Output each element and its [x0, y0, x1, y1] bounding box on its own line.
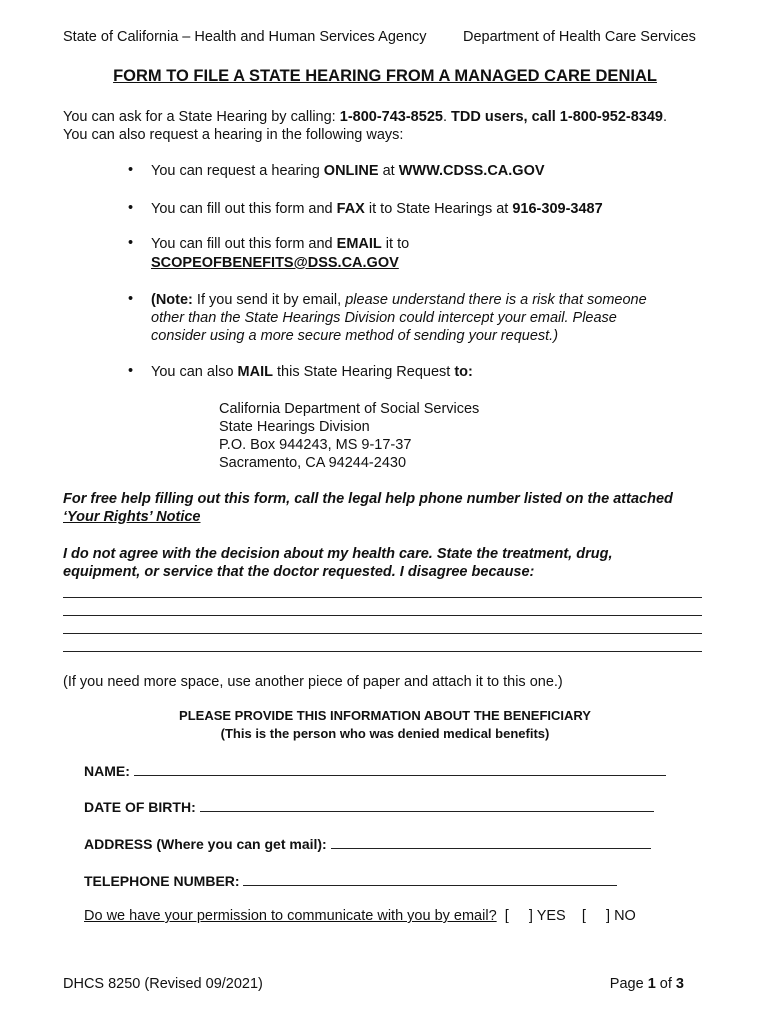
- disagree-answer-line[interactable]: [63, 615, 702, 616]
- dob-row: [84, 797, 654, 815]
- bullet-icon: •: [128, 200, 134, 216]
- intro-text: You can ask for a State Hearing by calling:: [63, 109, 340, 125]
- bullet-icon: •: [128, 363, 134, 379]
- note-line-2: other than the State Hearings Division could intercept your email. Please: [151, 310, 617, 326]
- note-italic: please understand there is a risk that someone: [345, 292, 647, 308]
- page-total: 3: [675, 976, 684, 992]
- note-plain: If you send it by email,: [192, 292, 346, 308]
- page-current: 1: [647, 976, 656, 992]
- page-number: [610, 975, 684, 993]
- address-field[interactable]: [331, 834, 651, 849]
- tdd-phone: TDD users, call 1-800-952-8349: [451, 109, 664, 125]
- fax-number: 916-309-3487: [512, 201, 603, 217]
- hearing-phone: 1-800-743-8525: [339, 109, 443, 125]
- mail-to: to:: [454, 364, 473, 380]
- mail-address-line: P.O. Box 944243, MS 9-17-37: [219, 437, 412, 453]
- fax-text: You can fill out this form and: [151, 201, 337, 217]
- more-space-note: (If you need more space, use another piece of paper and attach it to this one.): [63, 674, 563, 690]
- help-line-1: For free help filling out this form, call the legal help phone number listed on the attached: [63, 491, 673, 507]
- email-text: You can fill out this form and: [151, 236, 337, 252]
- beneficiary-heading: PLEASE PROVIDE THIS INFORMATION ABOUT THE BENEFICIARY: [179, 708, 591, 723]
- note-line-3: consider using a more secure method of sending your request.): [151, 328, 559, 344]
- disagree-answer-line[interactable]: [63, 651, 702, 652]
- mail-mid: this State Hearing Request: [272, 364, 455, 380]
- email-address-link[interactable]: SCOPEOFBENEFITS@DSS.CA.GOV: [151, 255, 399, 271]
- bullet-icon: •: [128, 235, 134, 251]
- bullet-email: [151, 235, 409, 253]
- disagree-line-2: equipment, or service that the doctor requested. I disagree because:: [63, 564, 535, 580]
- no-checkbox[interactable]: [ ]: [569, 908, 611, 924]
- email-mid: it to: [381, 236, 410, 252]
- agency-header: State of California – Health and Human Services Agency: [63, 29, 427, 45]
- disagree-answer-line[interactable]: [63, 597, 702, 598]
- online-text: You can request a hearing: [151, 163, 324, 179]
- mail-address-line: Sacramento, CA 94244-2430: [219, 455, 407, 471]
- bullet-fax: [151, 200, 603, 218]
- name-field[interactable]: [134, 761, 666, 776]
- beneficiary-subheading: (This is the person who was denied medical benefits): [220, 726, 550, 741]
- bullet-icon: •: [128, 291, 134, 307]
- intro-line-2: You can also request a hearing in the following ways:: [63, 127, 404, 143]
- form-id: DHCS 8250 (Revised 09/2021): [63, 976, 263, 992]
- intro-line-1: [63, 108, 667, 126]
- yes-label: YES: [536, 908, 566, 924]
- mail-text: You can also: [151, 364, 238, 380]
- email-permission-question: Do we have your permission to communicate with you by email?: [84, 908, 497, 924]
- address-row: [84, 834, 651, 852]
- telephone-row: [84, 871, 617, 889]
- form-title: FORM TO FILE A STATE HEARING FROM A MANAGED CARE DENIAL: [113, 67, 657, 85]
- name-label: NAME:: [84, 763, 130, 779]
- online-keyword: ONLINE: [323, 163, 379, 179]
- no-label: NO: [614, 908, 636, 924]
- page-prefix: Page: [609, 976, 648, 992]
- disagree-line-1: I do not agree with the decision about my health care. State the treatment, drug,: [63, 546, 613, 562]
- disagree-answer-line[interactable]: [63, 633, 702, 634]
- department-header: Department of Health Care Services: [463, 29, 696, 45]
- bullet-icon: •: [128, 162, 134, 178]
- address-label: ADDRESS (Where you can get mail):: [84, 836, 327, 852]
- fax-mid: it to State Hearings at: [364, 201, 513, 217]
- cdss-website-link[interactable]: WWW.CDSS.CA.GOV: [398, 163, 545, 179]
- telephone-label: TELEPHONE NUMBER:: [84, 873, 240, 889]
- email-permission-row: [84, 907, 636, 925]
- email-keyword: EMAIL: [336, 236, 382, 252]
- online-mid: at: [378, 163, 399, 179]
- intro-end: .: [663, 109, 668, 125]
- note-keyword: (Note:: [151, 292, 193, 308]
- fax-keyword: FAX: [336, 201, 365, 217]
- bullet-online: [151, 162, 545, 180]
- mail-address-line: State Hearings Division: [219, 419, 370, 435]
- telephone-field[interactable]: [243, 871, 617, 886]
- page-of: of: [655, 976, 676, 992]
- name-row: [84, 761, 666, 779]
- bullet-mail: [151, 363, 473, 381]
- mail-address-line: California Department of Social Services: [219, 401, 480, 417]
- intro-sep: .: [442, 109, 452, 125]
- your-rights-notice: ‘Your Rights’ Notice: [63, 509, 201, 525]
- dob-label: DATE OF BIRTH:: [84, 799, 196, 815]
- dob-field[interactable]: [200, 797, 654, 812]
- mail-keyword: MAIL: [237, 364, 273, 380]
- note-line-1: [151, 291, 647, 309]
- yes-checkbox[interactable]: [ ]: [500, 908, 533, 924]
